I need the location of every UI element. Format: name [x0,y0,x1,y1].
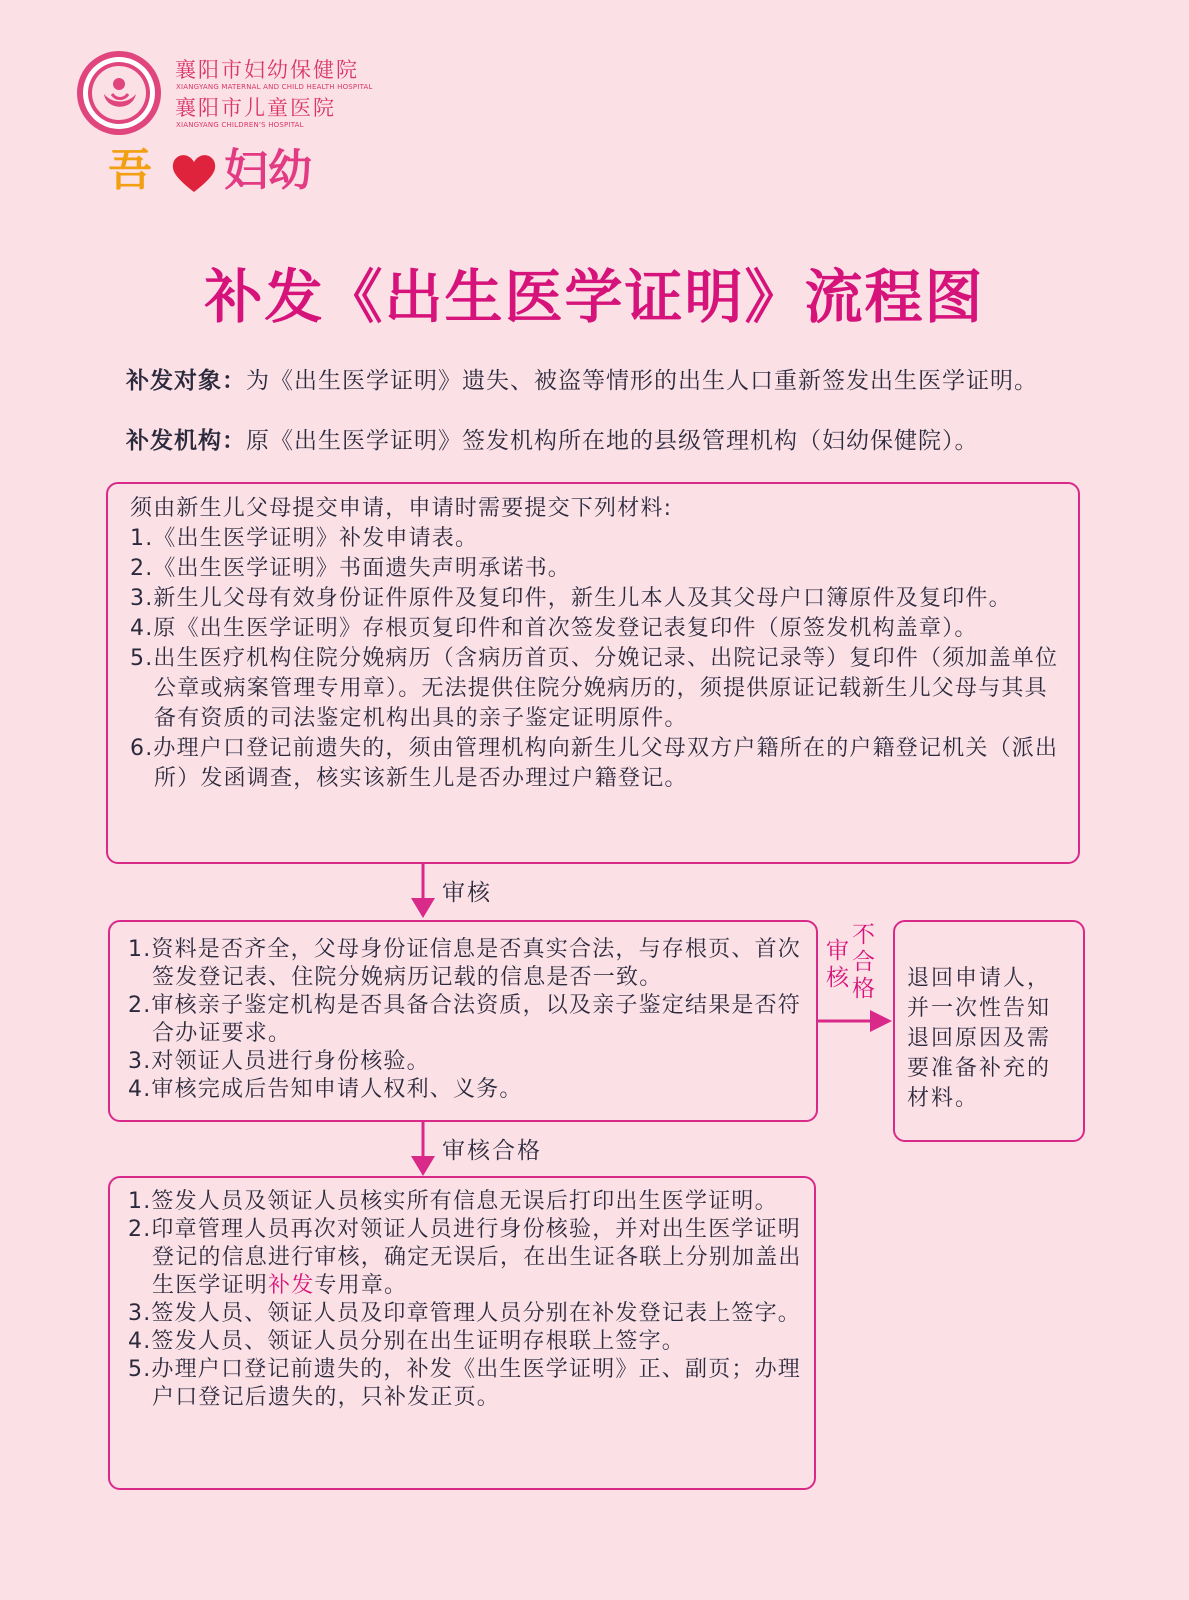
reject-label-left: 审核 [826,938,849,991]
reject-text: 退回申请人，并一次性告知退回原因及需要准备补充的材料。 [907,966,1052,1111]
reject-box [893,920,1085,1142]
step1-item: 6.办理户口登记前遗失的，须由管理机构向新生儿父母双方户籍所在的户籍登记机关（派出所）发函调查，核实该新生儿是否办理过户籍登记。 [130,736,1059,791]
step2-item: 4.审核完成后告知申请人权利、义务。 [128,1077,523,1102]
step1-item: 5.出生医疗机构住院分娩病历（含病历首页、分娩记录、出院记录等）复印件（须加盖单位公章或病案管理专用章）。无法提供住院分娩病历的，须提供原证记载新生儿父母与其具备有资质的司法鉴定机构出具的亲子鉴定证明原件。 [130,646,1059,731]
step3-item-2-text: 2.印章管理人员再次对领证人员进行身份核验，并对出生医学证明登记的信息进行审核，确定无误后，在出生证各联上分别加盖出生医学证明 [128,1217,802,1298]
step2-content [128,936,806,1104]
step1-item: 1.《出生医学证明》补发申请表。 [130,526,479,551]
step3-item: 1.签发人员及领证人员核实所有信息无误后打印出生医学证明。 [128,1189,778,1214]
step3-item: 4.签发人员、领证人员分别在出生证明存根联上签字。 [128,1329,685,1354]
slogan-right: 妇幼 [224,145,312,196]
hospital-name-1: 襄阳市妇幼保健院 [175,58,359,82]
arrow-down-1 [408,864,438,924]
reject-label-right: 不合格 [852,922,875,1002]
step2-item: 2.审核亲子鉴定机构是否具备合法资质，以及亲子鉴定结果是否符合办证要求。 [128,993,801,1046]
heart-icon [170,152,218,198]
intro-target [126,366,1076,396]
hospital-name-en-2: XIANGYANG CHILDREN'S HOSPITAL [176,121,304,129]
hospital-logo [76,50,162,136]
step3-item: 3.签发人员、领证人员及印章管理人员分别在补发登记表上签字。 [128,1301,801,1326]
step1-item: 3.新生儿父母有效身份证件原件及复印件，新生儿本人及其父母户口簿原件及复印件。 [130,586,1012,611]
step1-item: 2.《出生医学证明》书面遗失声明承诺书。 [130,556,571,581]
intro-target-text: 为《出生医学证明》遗失、被盗等情形的出生人口重新签发出生医学证明。 [246,368,1038,394]
hospital-name-en-1: XIANGYANG MATERNAL AND CHILD HEALTH HOSPITAL [176,83,373,91]
intro-org-label: 补发机构： [126,428,246,454]
step1-heading: 须由新生儿父母提交申请，申请时需要提交下列材料: [130,496,673,521]
step3-item: 5.办理户口登记前遗失的，补发《出生医学证明》正、副页；办理户口登记后遗失的，只补发正页。 [128,1357,801,1410]
intro-target-label: 补发对象： [126,368,246,394]
arrow-label-review: 审核 [442,880,492,906]
step3-item-2-tail: 专用章。 [314,1273,408,1298]
step2-item: 3.对领证人员进行身份核验。 [128,1049,430,1074]
step3-item [128,1216,804,1300]
arrow-down-2 [408,1122,438,1182]
step2-box [108,920,818,1122]
step1-box [106,482,1080,864]
step3-item-2-highlight: 补发 [268,1273,315,1298]
intro-org-text: 原《出生医学证明》签发机构所在地的县级管理机构（妇幼保健院）。 [246,428,979,454]
hospital-name-2: 襄阳市儿童医院 [175,96,336,120]
arrow-label-approved: 审核合格 [442,1138,542,1164]
step1-item: 4.原《出生医学证明》存根页复印件和首次签发登记表复印件（原签发机构盖章）。 [130,616,978,641]
arrow-right-reject [818,1010,894,1036]
step3-box [108,1176,816,1490]
intro-org [126,426,1076,456]
slogan-left: 吾 [108,145,152,196]
step1-content [130,494,1064,794]
step3-content [128,1188,804,1412]
page-title: 补发《出生医学证明》流程图 [204,263,985,331]
step2-item: 1.资料是否齐全，父母身份证信息是否真实合法，与存根页、首次签发登记表、住院分娩病历记载的信息是否一致。 [128,937,801,990]
